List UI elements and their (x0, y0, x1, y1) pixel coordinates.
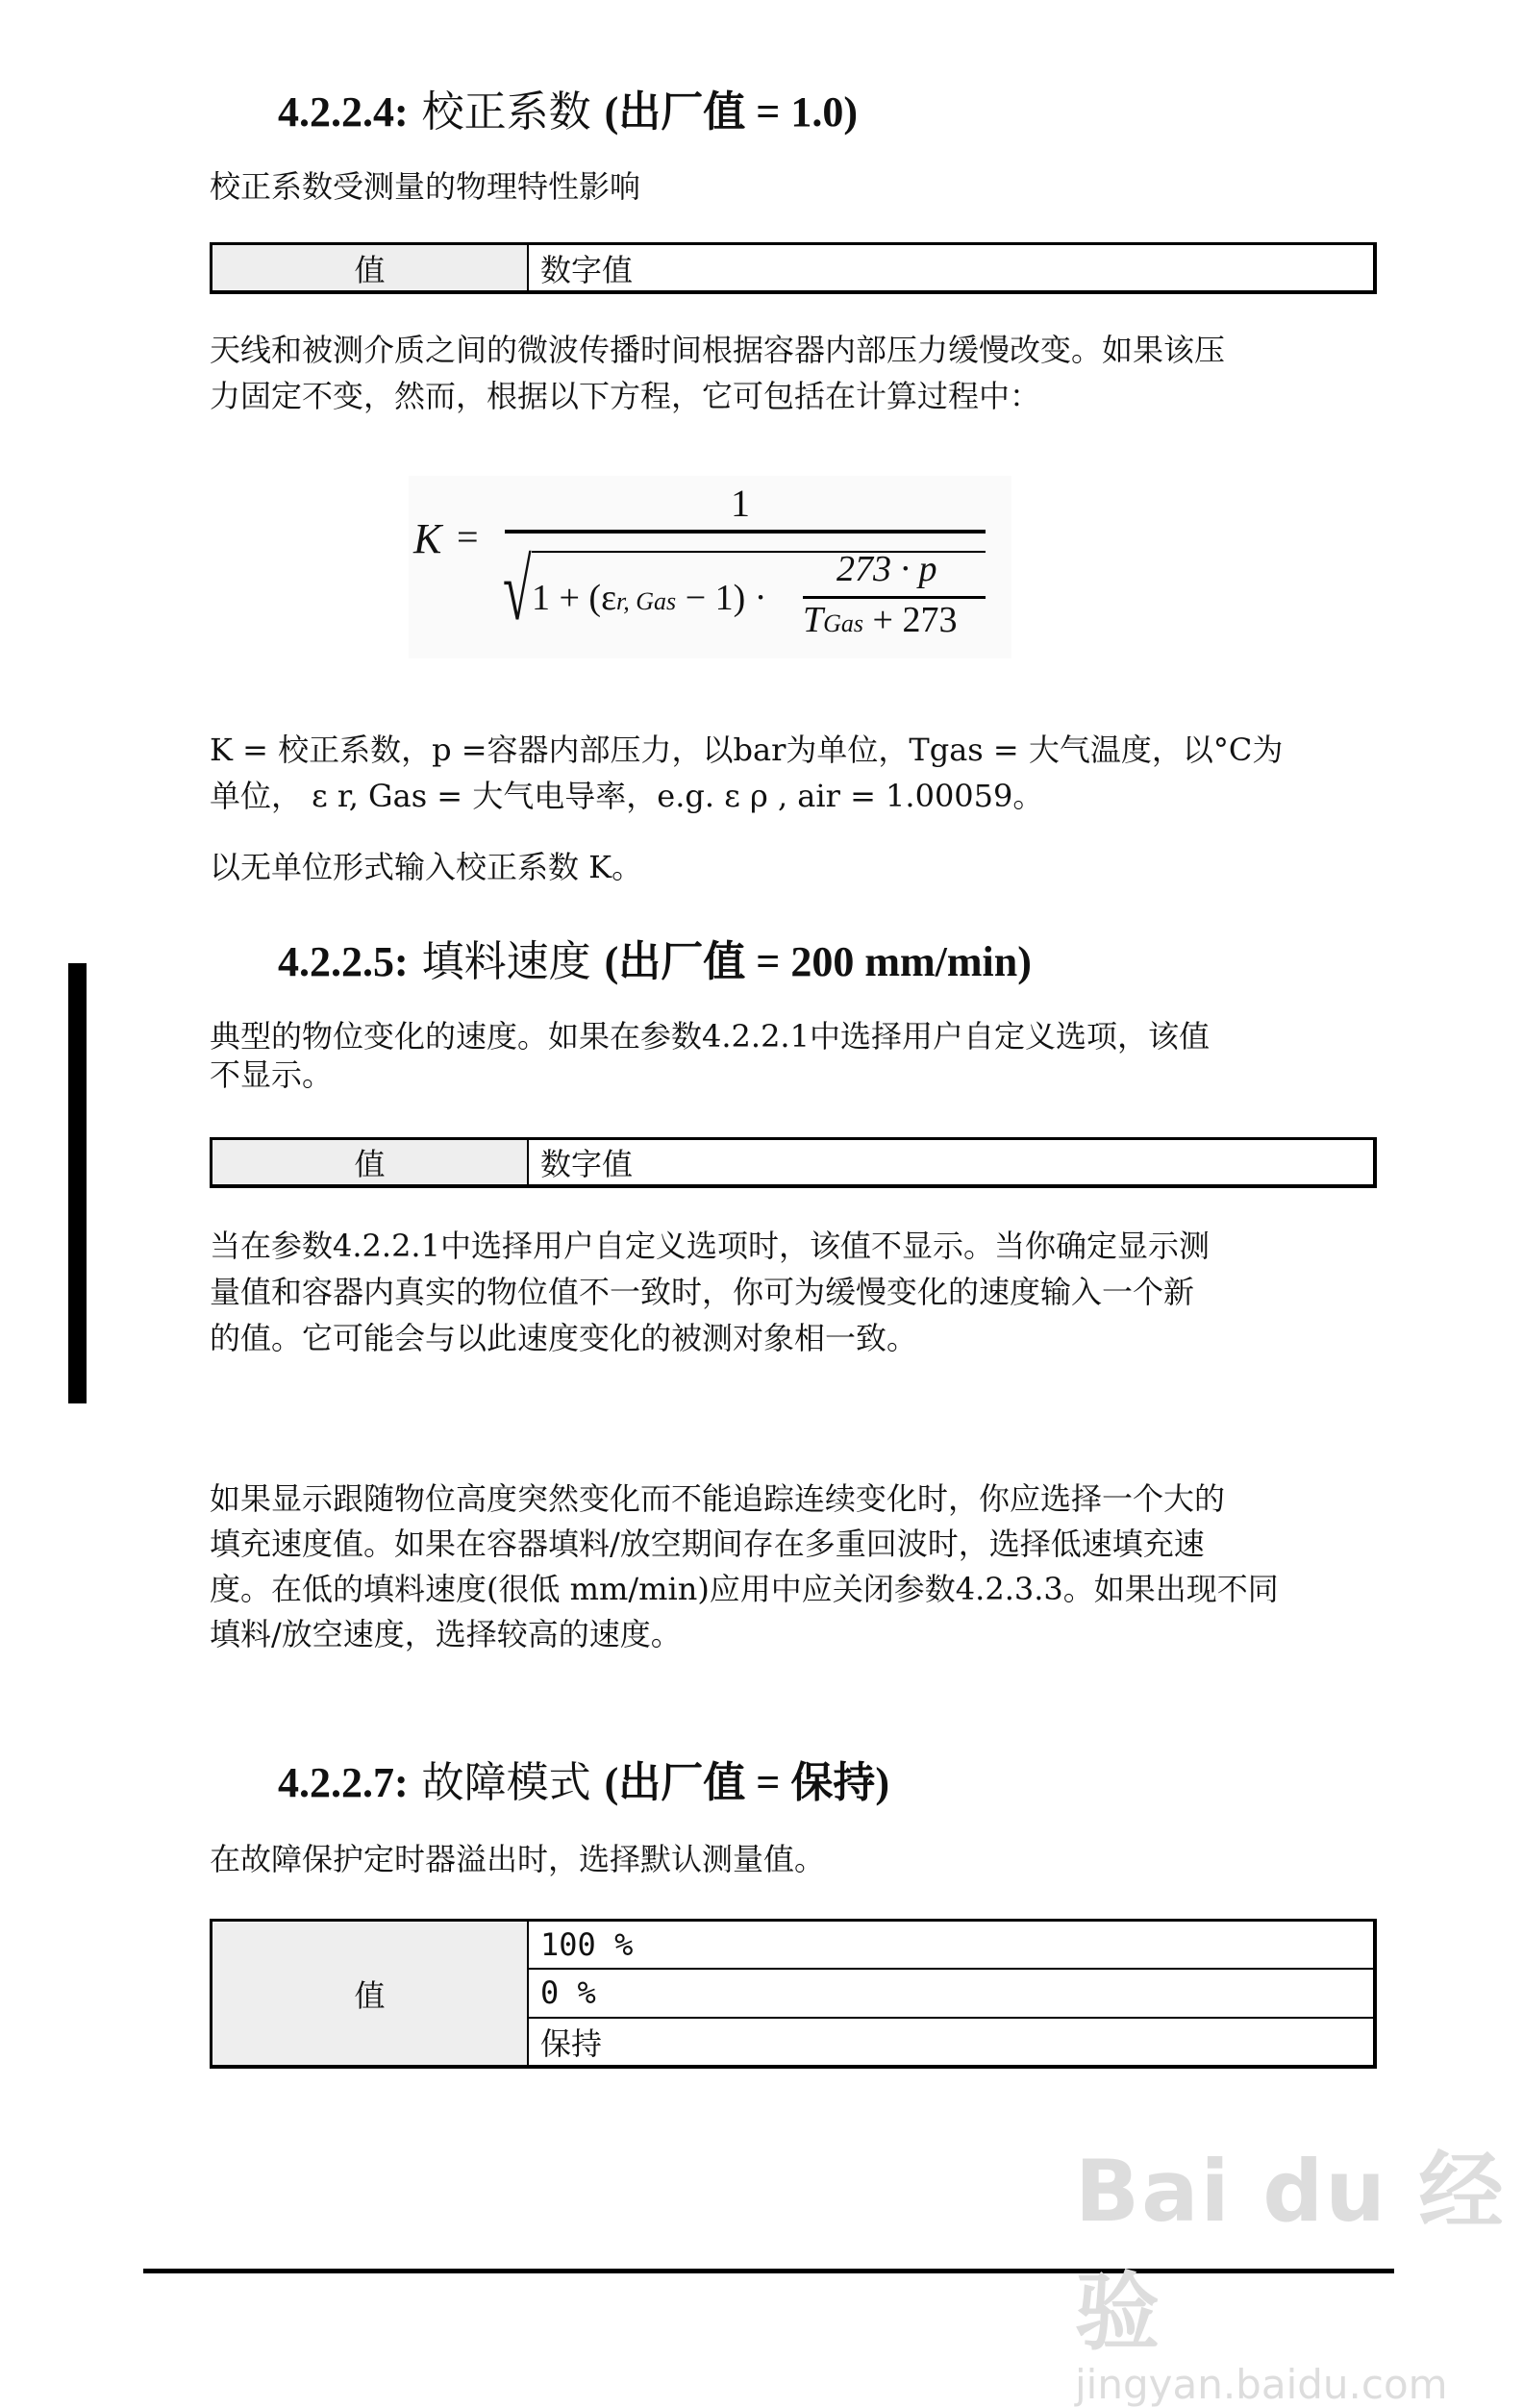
formula-eq: = (457, 515, 479, 559)
paragraph-line: 的值。它可能会与以此速度变化的被测对象相一致。 (210, 1320, 918, 1356)
section-intro (210, 1017, 1210, 1094)
paragraph-line: 如果显示跟随物位高度突然变化而不能追踪连续变化时，你应选择一个大的 (210, 1480, 1226, 1517)
formula-term: 1 + (εr, Gas − 1) · (532, 578, 767, 618)
definitions (210, 727, 1283, 819)
paragraph-line: 力固定不变，然而，根据以下方程，它可包括在计算过程中： (210, 378, 1041, 414)
paragraph-line: 不显示。 (210, 1056, 334, 1093)
formula-numerator: 1 (731, 482, 750, 525)
paragraph-line: 填料/放空速度，选择较高的速度。 (210, 1616, 682, 1652)
formula-frac-den: TGas + 273 (803, 600, 958, 640)
change-bar (68, 963, 87, 1403)
definition-line: K = 校正系数，p =容器内部压力，以bar为单位，Tgas = 大气温度，以°C为 (210, 732, 1284, 768)
section-heading-4-2-2-5: 4.2.2.5: 填料速度 (出厂值 = 200 mm/min) (278, 937, 1032, 986)
section-intro: 在故障保护定时器溢出时，选择默认测量值。 (210, 1841, 826, 1877)
table-label: 值 (212, 245, 529, 290)
note: 以无单位形式输入校正系数 K。 (210, 849, 643, 885)
value-table (210, 242, 1377, 294)
options-table (210, 1919, 1377, 2069)
watermark-url: jingyan.baidu.com (1075, 2361, 1448, 2408)
watermark-logo: Bai du 经验 (1075, 2142, 1506, 2362)
table-value: 数字值 (540, 1146, 634, 1182)
option-hold: 保持 (540, 2024, 603, 2062)
paragraph-line: 量值和容器内真实的物位值不一致时，你可为缓慢变化的速度输入一个新 (210, 1274, 1195, 1310)
correction-factor-formula (409, 476, 1011, 658)
section-heading-4-2-2-7: 4.2.2.7: 故障模式 (出厂值 = 保持) (278, 1758, 890, 1807)
formula-frac-num: 273 · p (836, 549, 937, 589)
option-100-percent: 100 % (529, 1922, 1373, 1970)
sqrt-icon: √ (503, 543, 532, 638)
table-value: 数字值 (540, 251, 634, 288)
paragraph (210, 327, 1225, 419)
baidu-watermark (1075, 2124, 1523, 2408)
value-table (210, 1137, 1377, 1188)
paragraph (210, 1223, 1210, 1361)
paragraph (210, 1477, 1279, 1657)
option-0-percent: 0 % (529, 1970, 1373, 2018)
paragraph-line: 度。在低的填料速度(很低 mm/min)应用中应关闭参数4.2.3.3。如果出现不同 (210, 1571, 1279, 1607)
fraction-bar (505, 530, 986, 534)
formula-lhs: K (413, 515, 442, 562)
table-label: 值 (212, 1922, 529, 2065)
paragraph-line: 当在参数4.2.2.1中选择用户自定义选项时，该值不显示。当你确定显示测 (210, 1228, 1210, 1264)
section-intro: 校正系数受测量的物理特性影响 (210, 168, 641, 205)
paragraph-line: 典型的物位变化的速度。如果在参数4.2.2.1中选择用户自定义选项，该值 (210, 1018, 1210, 1055)
section-heading-4-2-2-4: 4.2.2.4: 校正系数 (出厂值 = 1.0) (278, 87, 859, 137)
table-label: 值 (212, 1140, 529, 1184)
paragraph-line: 填充速度值。如果在容器填料/放空期间存在多重回波时，选择低速填充速 (210, 1526, 1205, 1562)
definition-line: 单位， ε r, Gas = 大气电导率，e.g. ε ρ , air = 1.00059。 (210, 778, 1044, 814)
paragraph-line: 天线和被测介质之间的微波传播时间根据容器内部压力缓慢改变。如果该压 (210, 332, 1226, 368)
